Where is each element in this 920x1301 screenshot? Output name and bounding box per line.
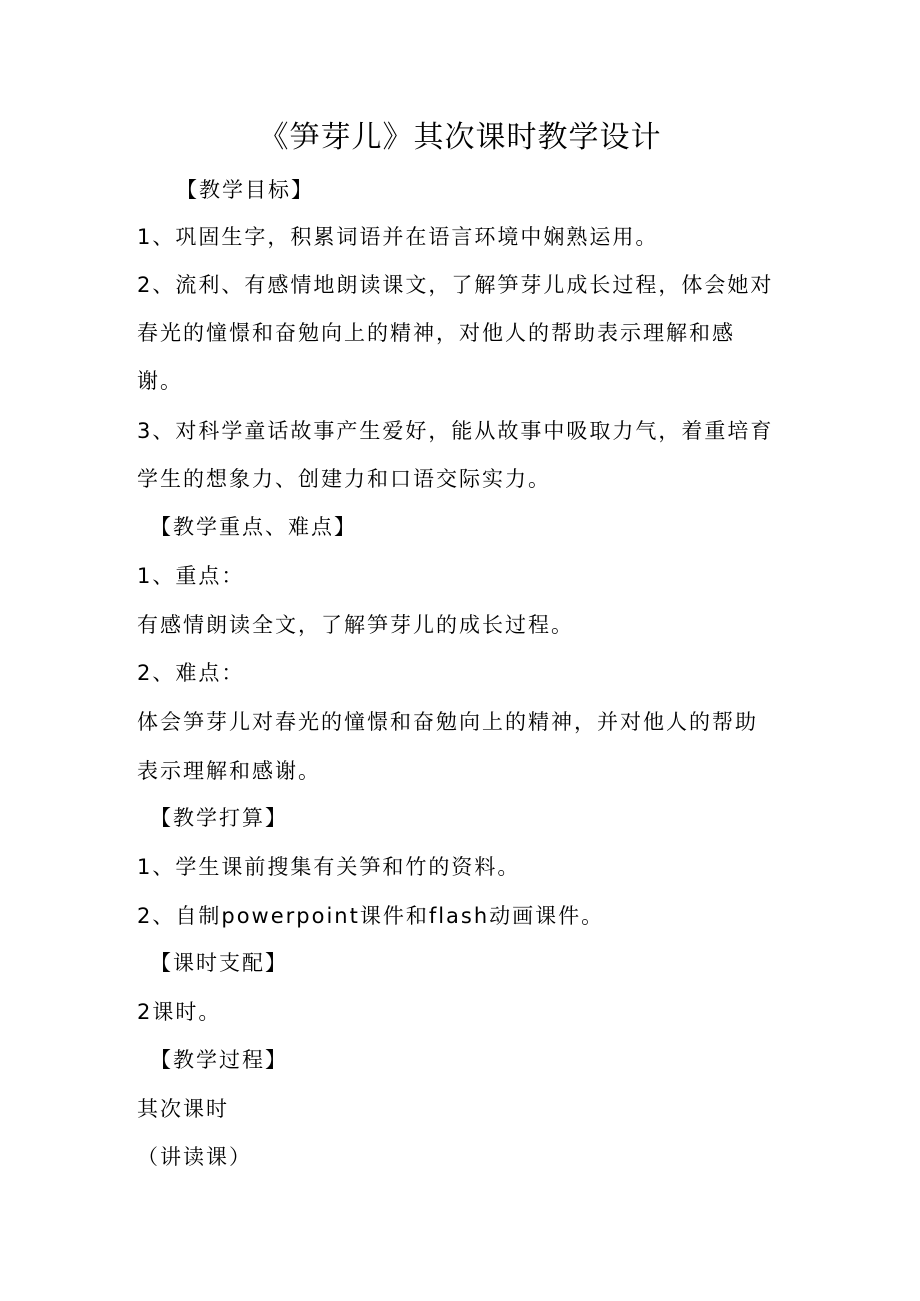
paragraph-line: 2、自制powerpoint课件和flash动画课件。 [137,904,605,928]
paragraph-line: 1、重点： [137,564,245,588]
paragraph-line: 学生的想象力、创建力和口语交际实力。 [137,467,551,491]
paragraph-line: 其次课时 [137,1097,229,1121]
section-heading-preparation: 【教学打算】 [150,806,288,830]
paragraph-line: 2、流利、有感情地朗读课文，了解笋芽儿成长过程，体会她对 [137,273,774,297]
paragraph-line: 有感情朗读全文，了解笋芽儿的成长过程。 [137,613,574,637]
document-title: 《笋芽儿》其次课时教学设计 [258,120,662,155]
section-heading-schedule: 【课时支配】 [150,951,288,975]
paragraph-line: 体会笋芽儿对春光的憧憬和奋勉向上的精神，并对他人的帮助 [137,710,758,734]
section-heading-key-points: 【教学重点、难点】 [150,515,357,539]
section-heading-process: 【教学过程】 [150,1048,288,1072]
paragraph-line: 2、难点： [137,661,245,685]
paragraph-line: 谢。 [137,369,183,393]
paragraph-line: 3、对科学童话故事产生爱好，能从故事中吸取力气，着重培育 [137,419,774,443]
section-heading-objectives: 【教学目标】 [176,178,314,202]
paragraph-line: 1、学生课前搜集有关笋和竹的资料。 [137,855,521,879]
paragraph-line: 春光的憧憬和奋勉向上的精神，对他人的帮助表示理解和感 [137,321,735,345]
paragraph-line: 1、巩固生字，积累词语并在语言环境中娴熟运用。 [137,225,659,249]
paragraph-line: 2课时。 [137,1000,222,1024]
paragraph-line: （讲读课） [137,1145,252,1169]
paragraph-line: 表示理解和感谢。 [137,759,321,783]
